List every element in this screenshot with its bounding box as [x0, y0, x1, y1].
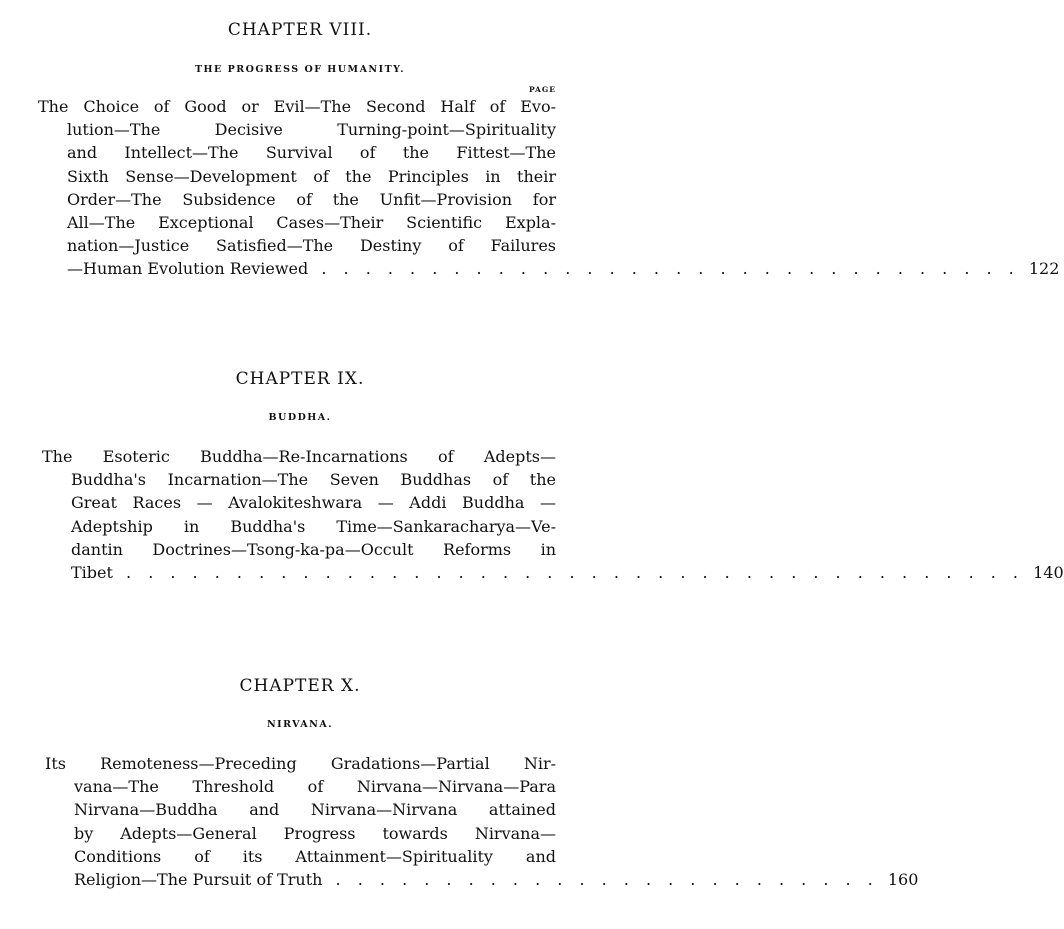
page-number: 140 — [1033, 563, 1064, 583]
toc-line: Sixth Sense—Development of the Principles in their — [67, 166, 556, 186]
chapter-ix-subtitle-wrap — [0, 412, 600, 423]
chapter-viii-subtitle-wrap — [0, 64, 600, 75]
toc-line: Tibet — [71, 563, 113, 583]
toc-line: Great Races — Avalokiteshwara — Addi Buddha — — [71, 493, 556, 513]
toc-line: lution—The Decisive Turning-point—Spirituality — [67, 120, 556, 140]
toc-entry-chapter-viii — [38, 95, 1060, 281]
page-column-label: PAGE — [528, 85, 556, 94]
toc-entry-chapter-x — [45, 752, 919, 891]
toc-line: by Adepts—General Progress towards Nirvana— — [74, 823, 556, 843]
toc-line: Buddha's Incarnation—The Seven Buddhas of the — [71, 470, 556, 490]
toc-line: —Human Evolution Reviewed — [67, 259, 309, 279]
toc-line: Religion—The Pursuit of Truth — [74, 870, 323, 890]
toc-line: Order—The Subsidence of the Unfit—Provision for — [67, 189, 556, 209]
chapter-subtitle: NIRVANA. — [266, 719, 334, 730]
leader-dots: . . . . . . . . . . . . . . . . . . . . . . . . . . . . . . . . . . . . . . . . . — [126, 563, 1024, 583]
chapter-viii — [0, 20, 600, 40]
chapter-title: CHAPTER X. — [239, 676, 361, 696]
page-number: 160 — [887, 870, 919, 890]
toc-line: Nirvana—Buddha and Nirvana—Nirvana attained — [74, 800, 556, 820]
toc-line: dantin Doctrines—Tsong-ka-pa—Occult Reforms in — [71, 539, 556, 559]
chapter-subtitle: THE PROGRESS OF HUMANITY. — [194, 64, 405, 75]
toc-line: vana—The Threshold of Nirvana—Nirvana—Para — [74, 777, 556, 797]
toc-last-line — [38, 257, 1060, 280]
chapter-x — [0, 676, 600, 696]
toc-line: The Choice of Good or Evil—The Second Half of Evo- — [38, 97, 556, 116]
leader-dots: . . . . . . . . . . . . . . . . . . . . . . . . . — [335, 870, 879, 890]
chapter-title: CHAPTER VIII. — [227, 20, 373, 40]
chapter-subtitle: BUDDHA. — [268, 412, 332, 423]
toc-line: nation—Justice Satisfied—The Destiny of Failures — [67, 236, 556, 256]
leader-dots: . . . . . . . . . . . . . . . . . . . . . . . . . . . . . . . . — [321, 259, 1020, 279]
chapter-title: CHAPTER IX. — [235, 369, 365, 389]
toc-line: Its Remoteness—Preceding Gradations—Partial Nir- — [45, 754, 556, 773]
chapter-x-subtitle-wrap — [0, 719, 600, 730]
toc-line: Adeptship in Buddha's Time—Sankaracharya—Ve- — [71, 516, 556, 536]
toc-line: and Intellect—The Survival of the Fittest—The — [67, 143, 556, 163]
toc-line: Conditions of its Attainment—Spirituality and — [74, 846, 556, 866]
toc-last-line — [42, 561, 1064, 584]
chapter-ix — [0, 369, 600, 389]
page-number: 122 — [1028, 259, 1060, 279]
toc-entry-chapter-ix — [42, 445, 1064, 584]
toc-line: The Esoteric Buddha—Re-Incarnations of Adepts— — [42, 447, 556, 466]
toc-line: All—The Exceptional Cases—Their Scientific Expla- — [67, 213, 556, 233]
toc-last-line — [45, 868, 919, 891]
